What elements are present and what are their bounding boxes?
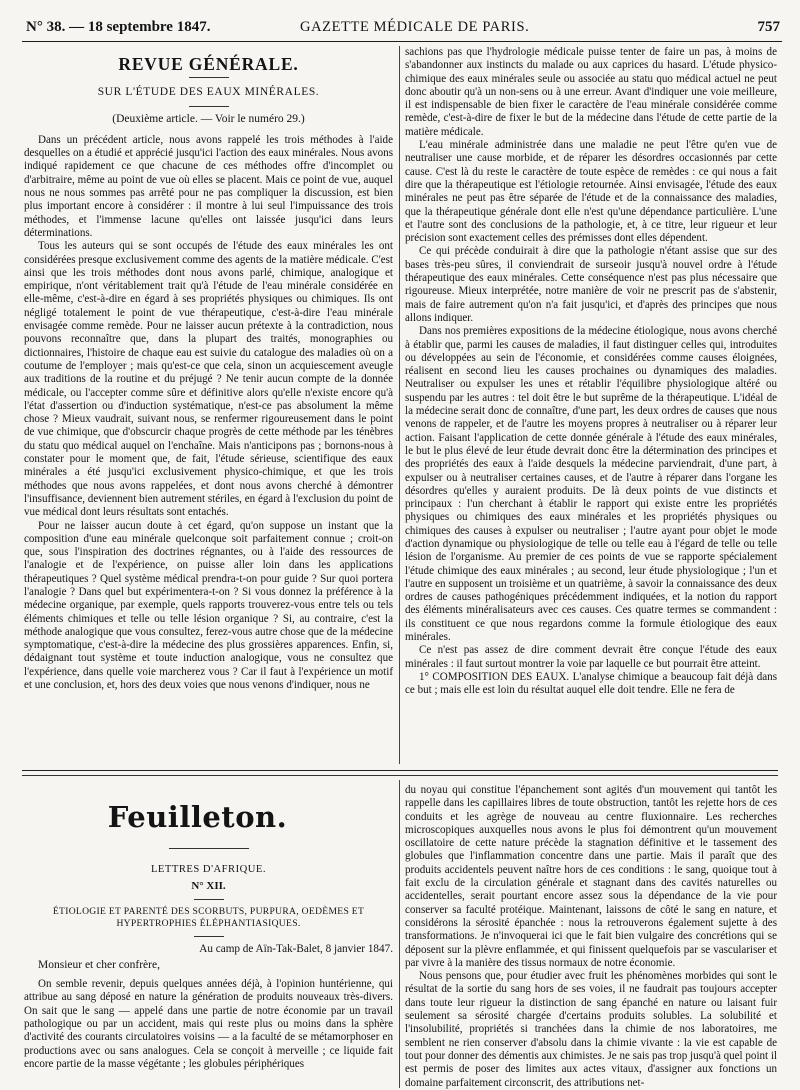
topic-rule xyxy=(194,936,224,937)
paragraph: Nous pensons que, pour étudier avec fruit les phénomènes morbides qui sont le résultat de la sortie du sang hors de ses voies, il ne faudrait pas toujours accepter dans toute leur rigueur la distinction de sang épanché en nature ou laisant fuir seulement sa sérosité chargée d'certains produits solubles. La solubilité et l'insolubilité, propriétés si tranchées dans la chimie de nos laboratoires, me semblent ne rien conserver d'absolu dans la chimie vivante : la vie est capable de tout pour donner des démentis aux chimistes. Je ne sais pas trop jusqu'à quel point il est permis de poser des limites aux actes vitaux, d'assigner aux fonctions un domaine parfaitement circonscrit, des attributions net- xyxy=(405,970,778,1089)
feuilleton-heading: Feuilleton. xyxy=(107,800,288,834)
paragraph: Dans nos premières expositions de la médecine étiologique, nous avons cherché à établir que, parmi les causes de maladies, il faut distinguer celles qui, introduites ou développées au sein de l'économie, et considérées comme causes éloignées, réalisent en second lieu les causes prochaines ou dynamiques des maladies. Neutraliser ou expulser les unes et rétablir l'équilibre physiologique altéré ou suspendu par les autres : tel doit être le but suprême de la thérapeutique. L'idéal de la médecine serait donc de connaître, d'une part, les deux ordres de causes que nous venons de rappeler, et de l'autre les moyens propres à neutraliser ou à réparer leur action. Faisant l'application de cette donnée générale à l'étude des eaux minérales, le but le plus élevé de leur étude devrait donc être la détermination des principes et des propriétés des eaux à l'aide desquels la médecine parviendrait, d'une part, à expulser ou à neutraliser certaines causes, et de l'autre à réparer dans l'organe les désordres qu'elles y auraient produits. De là deux points de vue distincts et principaux : l'un cherchant à établir le rapport qui existe entre les propriétés physiques ou chimiques des eaux minérales et les propriétés physiques ou chimiques des causes à expulser ou neutraliser ; l'autre ayant pour objet le mode d'action dynamique ou physiologique de telle ou telle eau à l'égard de telle ou telle lésion de l'organisme. Au premier de ces points de vue se rapporte spécialement l'étude chimique des eaux minérales ; au second, leur étude physiologique ; l'un et l'autre en supposent un troisième et un quatrième, à savoir la connaissance des deux ordres de causes pathogéniques précédemment indiquées, et la notion du rapport des éléments minéralisateurs avec ces causes. Ces quatre termes se commandent : ils constituent ce que nous regardons comme la formule étiologique des eaux minérales. xyxy=(405,325,777,644)
paragraph: sachions pas que l'hydrologie médicale puisse tenter de faire un pas, à moins de s'abandonner aux instincts du malade ou aux caprices du hasard. L'étude physico-chimique des eaux minérales seule ou associée au statu quo médical actuel ne peut donc aboutir qu'à un non-sens ou à une erreur. Avant d'indiquer une voie meilleure, il est indispensable de bien fixer le caractère de l'eau minérale considérée comme remède, c'est-à-dire de fixer le but de la médecine dans l'étude de cette partie de la matière médicale. xyxy=(405,46,777,138)
feuilleton-separator-thin xyxy=(22,775,778,776)
paragraph: Tous les auteurs qui se sont occupés de l'étude des eaux minérales les ont considérées presque exclusivement comme des agents de la matière médicale. C'est ainsi que les trois méthodes dont nous avons parlé, chimique, analogique et empirique, n'ont véritablement trait qu'à l'étude de l'eau minérale considérée en elle-même, c'est-à-dire en égard à ses propriétés physiques ou chimiques. Ils ont négligé totalement le point de vue thérapeutique, c'est-à-dire l'eau minérale envisagée comme remède. Pour ne laisser aucun prétexte à la contradiction, nous pouvons reconnaître que, dans la plupart des traités, monographies ou dictionnaires, l'histoire de chaque eau est suivie du catalogue des maladies où on a coutume de l'employer ; mais qu'est-ce que cela, sinon un acquiescement aveugle aux traditions de la routine et du préjugé ? Ne tenir aucun compte de la donnée médicale, ou l'accepter comme sûre et définitive alors qu'elle n'existe encore qu'à l'état d'assertion ou d'induction systématique, n'est-ce pas absolument la même chose ? Mieux vaudrait, suivant nous, se renfermer rigoureusement dans le point de vue chimique, que d'obscurcir chaque progrès de cette méthode par les ténèbres du statu quo médical auquel on l'enchaîne. Mais n'anticipons pas ; bornons-nous à constater pour le moment que, de fait, l'étude sérieuse, scientifique des eaux minérales a été jusqu'ici exclusivement physico-chimique, et que les trois méthodes que nous avons rappelées, et dont nous avons cherché à démontrer l'insuffisance, deviennent bien autrement stériles, en égard à l'exclusion du point de vue médical dont leurs résultats sont entachés. xyxy=(24,240,393,519)
revue-title: REVUE GÉNÉRALE. xyxy=(118,54,299,74)
revue-left-column xyxy=(24,54,393,692)
revue-subtitle: SUR L'ÉTUDE DES EAUX MINÉRALES. xyxy=(97,86,320,99)
title-rule xyxy=(189,77,229,78)
column-divider-top xyxy=(399,46,400,764)
number-rule xyxy=(194,899,224,900)
letter-salutation: Monsieur et cher confrère, xyxy=(38,958,160,971)
series-title: LETTRES D'AFRIQUE. xyxy=(150,864,267,875)
letter-place-date: Au camp de Aïn-Tak-Balet, 8 janvier 1847. xyxy=(199,942,393,955)
paragraph: du noyau qui constitue l'épanchement sont agités d'un mouvement qui tantôt les rappelle dans les capillaires libres de toute obstruction, tantôt les rejette hors de ces conduits et les agrège de nouveau au centre fluxionnaire. Les recherches microscopiques auxquelles nous avons le plus foi démontrent qu'un mouvement oscillatoire de cette nature précède la stagnation définitive et le tassement des globules que l'inflammation concentre dans une partie. Mais il paraît que des produits accidentels peuvent naître hors de ces conditions : le sang, quoique tout à fait exclu de la circulation générale et stagnant dans des cavités naturelles ou accidentelles, serait pourtant encore assez sous la dépendance de la vie pour conserver sa faculté protéique. Maintenant, laissons de côté le sang en nature, et considérons la sérosité épanchée : nous la retrouverons également sujette à des transformations. Je n'invoquerai ici que le fait bien vulgaire des concrétions qui se déposent sur la plèvre enflammée, et qui finissent quelquefois par se vasculariser et par vivre à la manière des tissus normaux de notre économie. xyxy=(405,784,777,969)
feuilleton-separator xyxy=(22,770,778,771)
paragraph: Pour ne laisser aucun doute à cet égard, qu'on suppose un instant que la composition d'une eau minérale quelconque soit parfaitement connue ; croit-on que, sous l'inspiration des doctrines régnantes, ou à l'aide des ressources de l'analogie et de l'expérience, on puisse aller loin dans les applications thérapeutiques ? Quel système médical prendra-t-on pour guide ? Sur quoi portera l'analogie ? Dans quel but expérimentera-t-on ? Si vous donnez la préférence à la médecine organique, par exemple, quels rapports trouverez-vous entre tels ou tels éléments chimiques et telle ou telle lésion organique ? Si, au contraire, c'est la méthode analogique que vous consultez, ferez-vous autre chose que de la médecine symptomatique, c'est-à-dire la médecine des plus grossières apparences. Enfin, si, dédaignant tout système et toute induction analogique, vous ne consultez que l'expérience, dans quelle voie marcherez vous ? Car il faut à l'expérience un motif et une conclusion, et, hors des deux voies que nous venons d'indiquer, nous ne xyxy=(24,519,393,692)
revue-note: (Deuxième article. — Voir le numéro 29.) xyxy=(112,112,305,125)
letter-number: N° XII. xyxy=(191,880,226,893)
paragraph: 1° COMPOSITION DES EAUX. L'analyse chimique a beaucoup fait déjà dans ce but ; mais elle est loin du résultat auquel elle doit tendre. Elle ne fera de xyxy=(405,670,777,697)
paragraph: Dans un précédent article, nous avons rappelé les trois méthodes à l'aide desquelles on a étudié et apprécié jusqu'ici l'action des eaux minérales. Nous avons indiqué rapidement ce que chacune de ces méthodes offre d'incomplet ou d'arbitraire, même au point de vue où elles se placent. Mais ce point de vue, auquel nous ne nous sommes pas arrêté pour ne pas compliquer la discussion, est bien plus important encore à considérer : il montre à lui seul l'impuissance des trois méthodes, et l'immense lacune qu'elles ont laissée jusqu'ici dans leurs déterminations. xyxy=(24,133,393,239)
column-divider-bottom xyxy=(399,780,400,1088)
revue-right-column xyxy=(405,46,777,698)
feuilleton-left-column xyxy=(24,848,393,1071)
heading-rule xyxy=(169,848,249,849)
paragraph: On semble revenir, depuis quelques années déjà, à l'opinion huntérienne, qui attribue au sang déposé en nature la génération de produits nouveaux très-divers. On sait que le sang — appelé dans une partie de notre économie par un travail pathologique ou par un accident, mais qui reste plus ou moins dans la sphère d'activité des courants circulatoires voisins — a la faculté de se métamorphoser en productions avec ou sans analogues. Cela se conçoit à merveille ; ce liquide fait encore partie de la masse végétante ; les globules périphériques xyxy=(24,978,393,1070)
subtitle-rule xyxy=(189,106,229,107)
feuilleton-right-column xyxy=(405,784,777,1090)
journal-title: GAZETTE MÉDICALE DE PARIS. xyxy=(300,19,530,35)
issue-date: N° 38. — 18 septembre 1847. xyxy=(26,19,211,35)
letter-topic: ÉTIOLOGIE ET PARENTÉ DES SCORBUTS, PURPURA, OEDÈMES ET HYPERTROPHIES ÉLÉPHANTIASIQUES. xyxy=(52,905,365,929)
masthead xyxy=(22,10,782,42)
page-number: 757 xyxy=(757,19,780,35)
paragraph: L'eau minérale administrée dans une maladie ne peut l'être qu'en vue de neutraliser une cause morbide, et de réparer les désordres occasionnés par cette cause. C'est là du reste le caractère de toute espèce de remèdes : ce qui nous a fait dire que la thérapeutique est l'étiologie retournée. Ainsi envisagée, l'étude des eaux minérales ne peut pas être séparée de l'étude et de la connaissance des maladies, que la thérapeutique générale dont elle n'est qu'une dépendance particulière. L'une et l'autre sont des conclusions de la pathologie, et, à ce titre, leur rigueur et leur précision sont exactement celles des prémisses dont elles dépendent. xyxy=(405,139,777,245)
paragraph: Ce n'est pas assez de dire comment devrait être conçue l'étude des eaux minérales : il faut surtout montrer la voie par laquelle ce but pourrait être atteint. xyxy=(405,644,777,670)
paragraph: Ce qui précède conduirait à dire que la pathologie n'étant assise que sur des bases très-peu sûres, il conviendrait de surseoir jusqu'à nouvel ordre à l'étude thérapeutique des eaux minérales. Cette conséquence n'est pas plus nécessaire que rigoureuse. Mieux interprétée, notre manière de voir ne prescrit pas de s'abstenir, mais de faire autrement qu'on n'a fait jusqu'ici, et d'après des principes que nous allons indiquer. xyxy=(405,245,777,324)
